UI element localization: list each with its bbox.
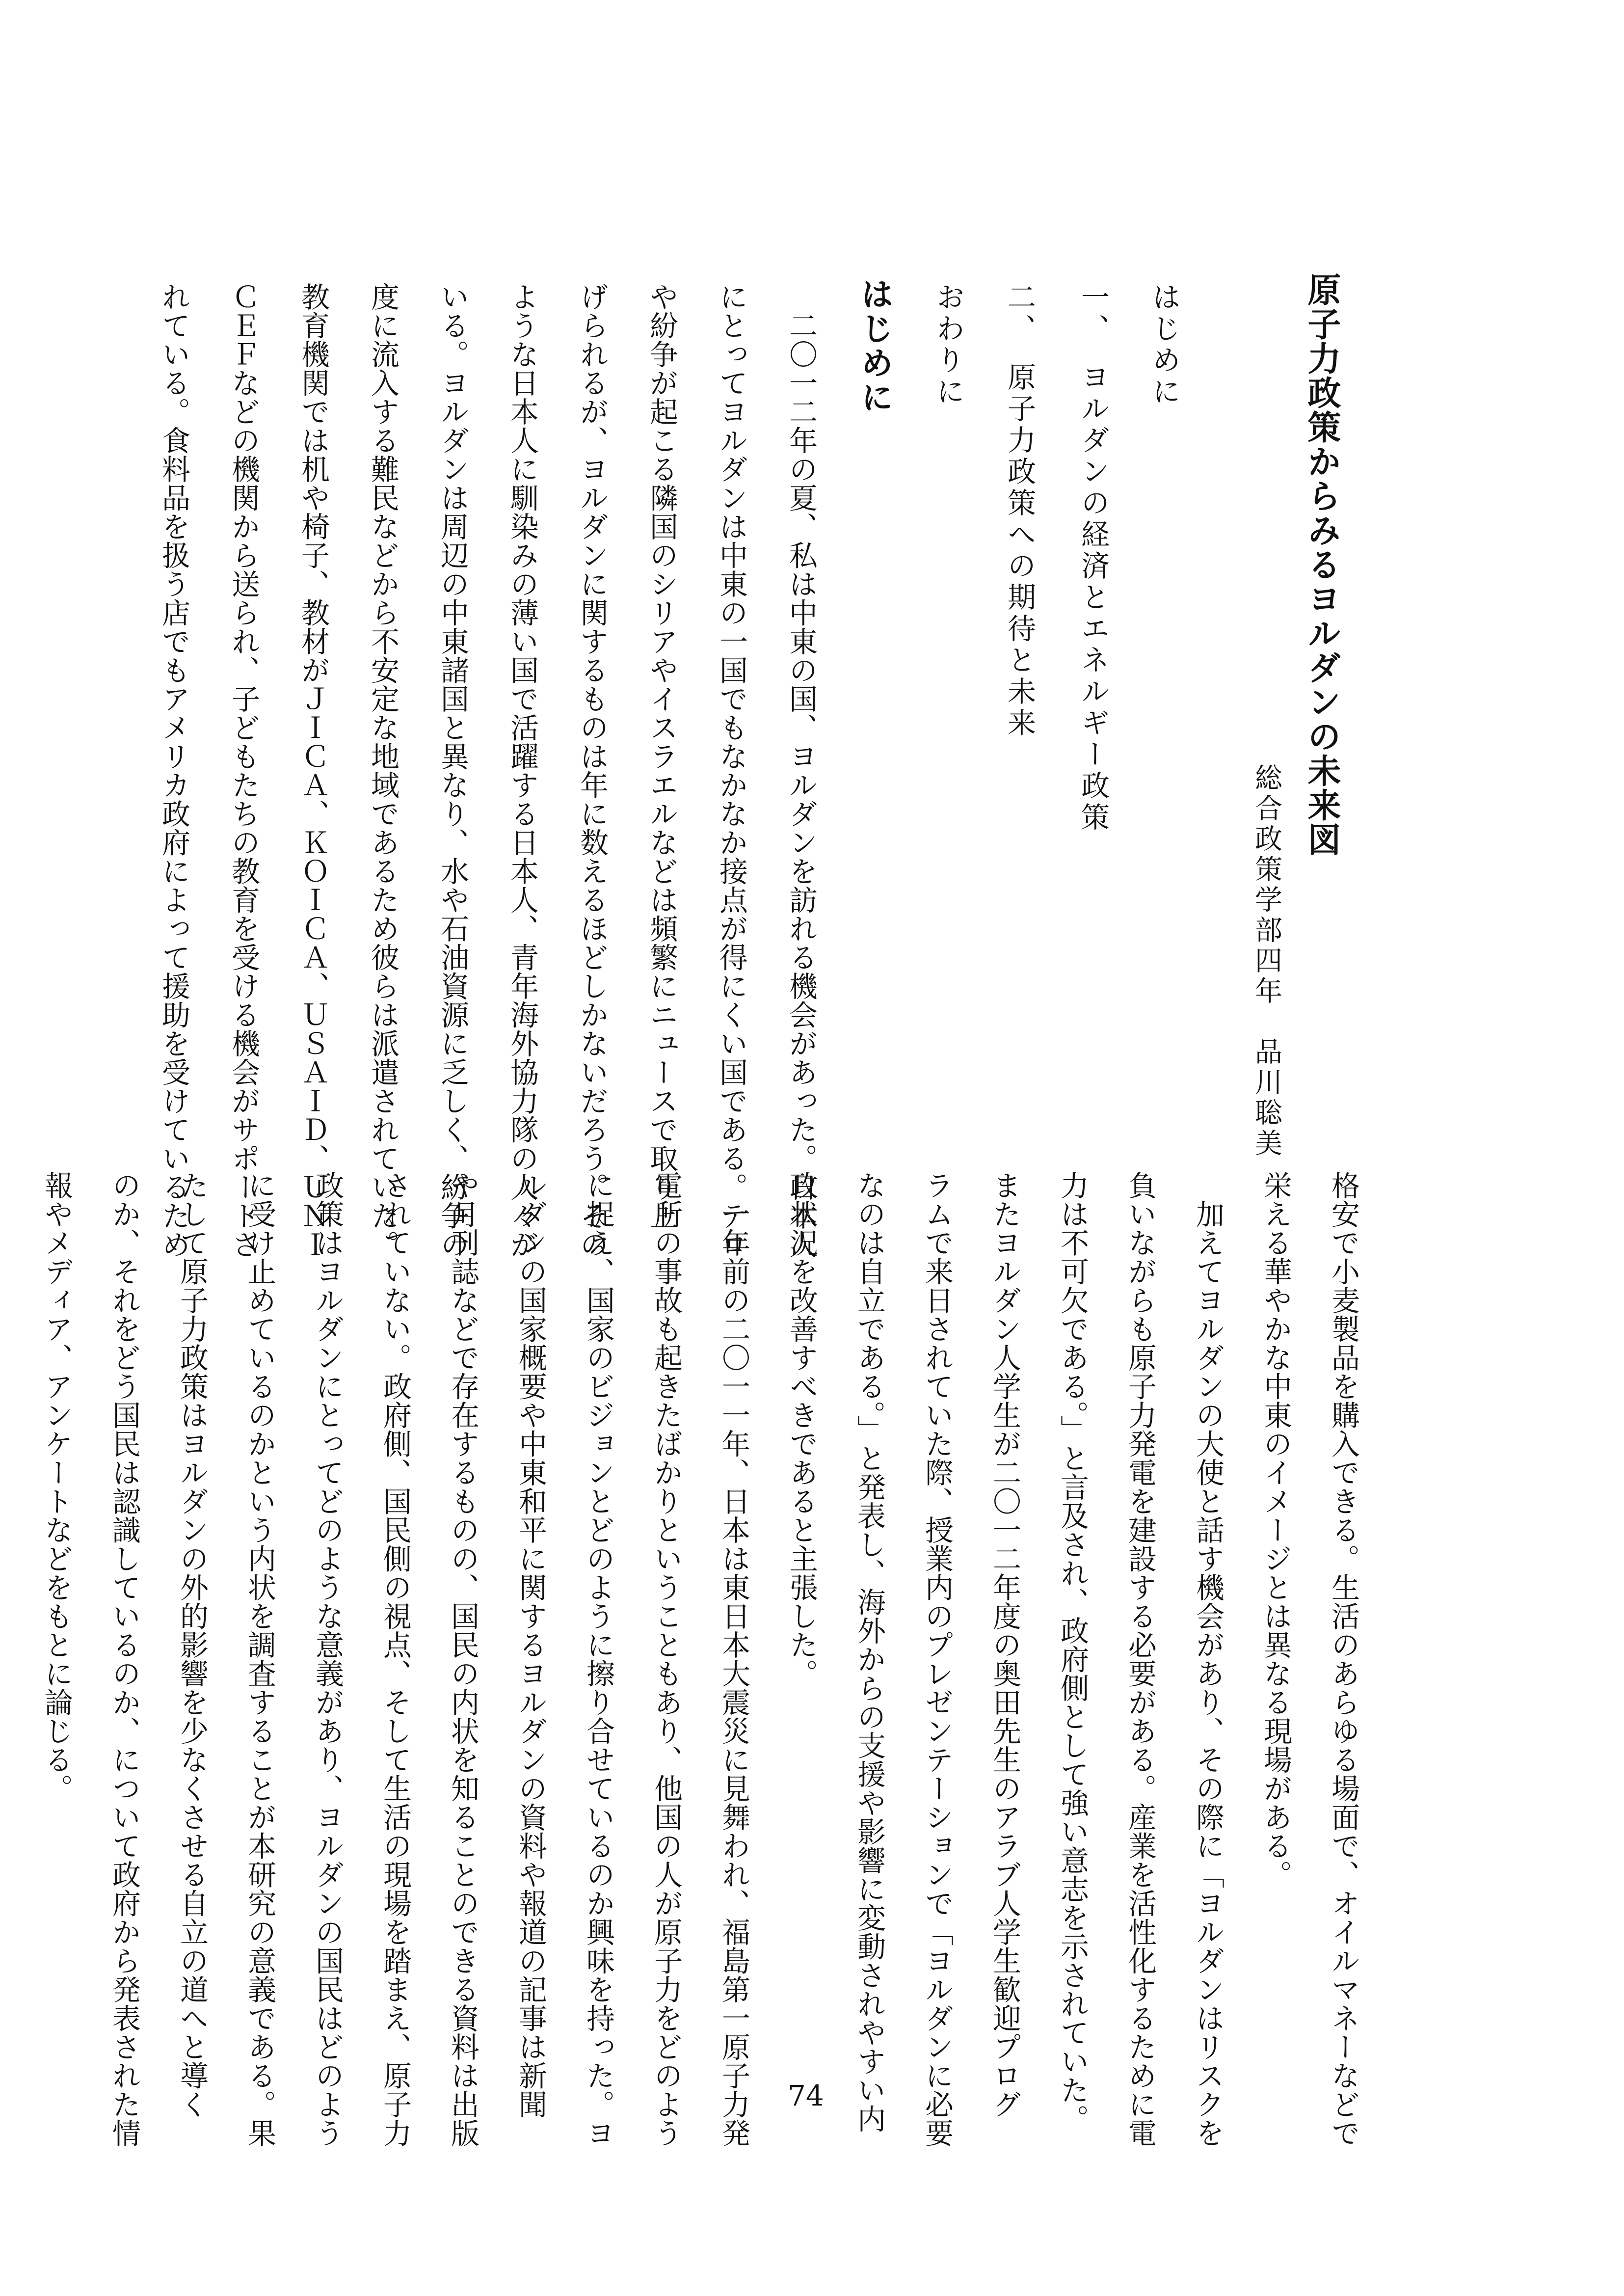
body-line: いる。ヨルダンは周辺の中東諸国と異なり、水や石油資源に乏しく、紛争の bbox=[436, 282, 469, 1259]
toc-item: 一、 ヨルダンの経済とエネルギー政策 bbox=[1076, 282, 1110, 834]
body-line: 格安で小麦製品を購入できる。生活のあらゆる場面で、オイルマネーなどで bbox=[1327, 1171, 1360, 2147]
body-line: なのは自立である。」と発表し、海外からの支援や影響に変動されやすい内 bbox=[852, 1171, 886, 2133]
body-line: 力は不可欠である。」と言及され、政府側として強い意志を示されていた。 bbox=[1056, 1171, 1089, 2133]
body-line: 負いながらも原子力発電を建設する必要がある。産業を活性化するために電 bbox=[1123, 1171, 1157, 2147]
body-line: に捉え、国家のビジョンとどのように擦り合せているのか興味を持った。ヨ bbox=[582, 1171, 615, 2147]
page-number: 74 bbox=[788, 2079, 824, 2112]
body-line: ルダンの国家概要や中東和平に関するヨルダンの資料や報道の記事は新聞 bbox=[514, 1171, 547, 2119]
body-line: 一年前の二〇一一年、日本は東日本大震災に見舞われ、福島第一原子力発 bbox=[717, 1171, 750, 2147]
body-line: 加えてヨルダンの大使と話す機会があり、その際に「ヨルダンはリスクを bbox=[1191, 1171, 1225, 2147]
body-line: にとってヨルダンは中東の一国でもなかなか接点が得にくい国である。テロ bbox=[715, 282, 748, 1259]
body-line: に受け止めているのかという内状を調査することが本研究の意義である。果 bbox=[243, 1171, 276, 2147]
body-line: またヨルダン人学生が二〇一二年度の奥田先生のアラブ人学生歓迎プログ bbox=[988, 1171, 1021, 2119]
body-line: や紛争が起こる隣国のシリアやイスラエルなどは頻繁にニュースで取り上 bbox=[645, 282, 678, 1230]
body-line: 教育機関では机や椅子、教材がＪＩＣＡ、ＫＯＩＣＡ、ＵＳＡＩＤ、ＵＮＩ bbox=[296, 282, 330, 1259]
body-line: 政状況を改善すべきであると主張した。 bbox=[785, 1171, 818, 1688]
body-line: のか、それをどう国民は認識しているのか、について政府から発表された情 bbox=[107, 1171, 141, 2147]
body-line: されていない。政府側、国民側の視点、そして生活の現場を踏まえ、原子力 bbox=[378, 1171, 412, 2147]
body-line: ような日本人に馴染みの薄い国で活躍する日本人、青年海外協力隊の人々が bbox=[506, 282, 539, 1259]
toc-item: 二、 原子力政策への期待と未来 bbox=[1003, 282, 1036, 739]
body-line: げられるが、ヨルダンに関するものは年に数えるほどしかないだろう。その bbox=[575, 282, 609, 1259]
body-line: 栄える華やかな中東のイメージとは異なる現場がある。 bbox=[1259, 1171, 1292, 1889]
toc-item: おわりに bbox=[932, 282, 965, 408]
body-line: 度に流入する難民などから不安定な地域であるため彼らは派遣されていた。 bbox=[366, 282, 399, 1259]
article-title: 原子力政策からみるヨルダンの未来図 bbox=[1302, 272, 1341, 857]
toc-item: はじめに bbox=[1147, 282, 1181, 408]
body-line: ラムで来日されていた際、授業内のプレゼンテーションで「ヨルダンに必要 bbox=[920, 1171, 954, 2147]
section-heading: はじめに bbox=[855, 277, 894, 415]
body-line: 政策はヨルダンにとってどのような意義があり、ヨルダンの国民はどのよう bbox=[311, 1171, 344, 2147]
author-line: 総合政策学部四年 品川聡美 bbox=[1251, 763, 1282, 1159]
body-line: たして原子力政策はヨルダンの外的影響を少なくさせる自立の道へと導く bbox=[175, 1171, 209, 2119]
body-line: 報やメディア、アンケートなどをもとに論じる。 bbox=[40, 1171, 73, 1803]
body-line: や月刊誌などで存在するものの、国民の内状を知ることのできる資料は出版 bbox=[446, 1171, 479, 2147]
body-line: ＣＥＦなどの機関から送られ、子どもたちの教育を受ける機会がサポートさ bbox=[227, 282, 260, 1259]
body-line: れている。食料品を扱う店でもアメリカ政府によって援助を受けているため bbox=[157, 282, 190, 1259]
body-line: 二〇一二年の夏、私は中東の国、ヨルダンを訪れる機会があった。日本人 bbox=[784, 282, 818, 1259]
body-line: 電所の事故も起きたばかりということもあり、他国の人が原子力をどのよう bbox=[649, 1171, 683, 2147]
